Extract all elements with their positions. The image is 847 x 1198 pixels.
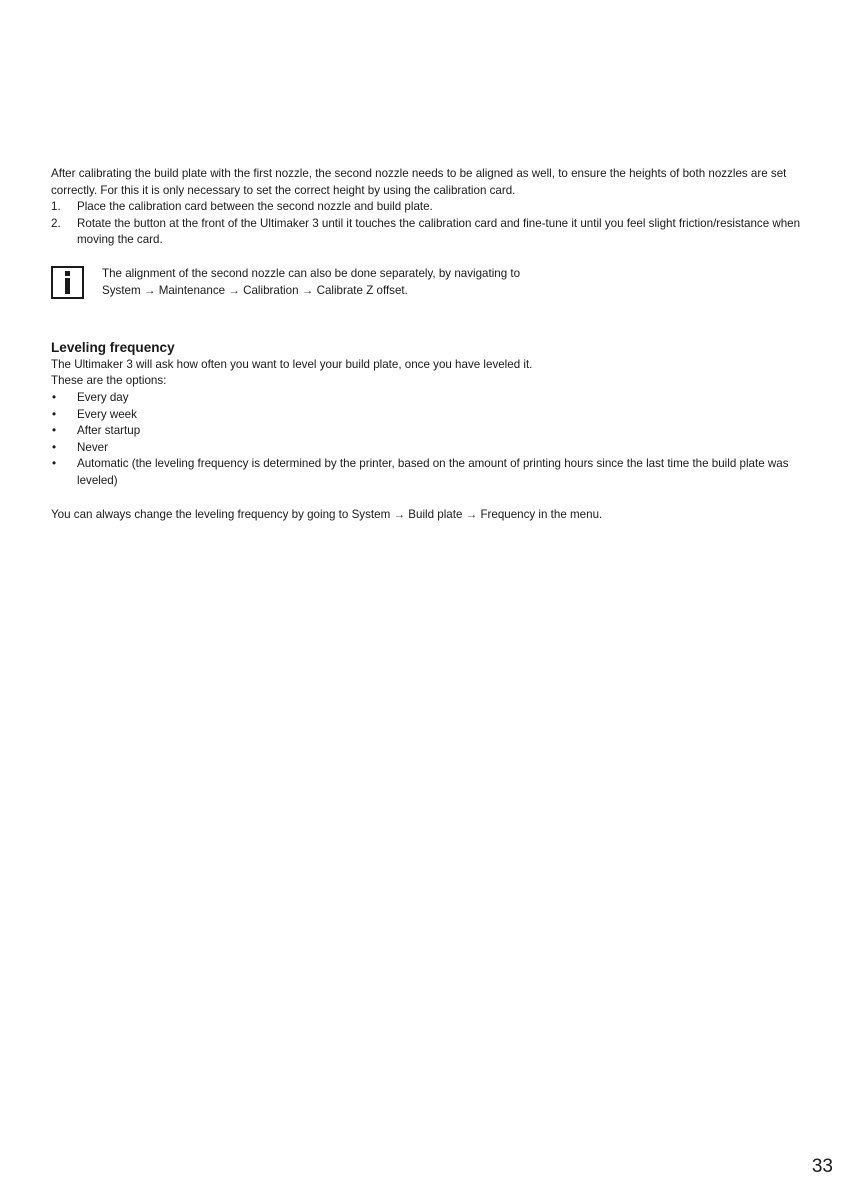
options-intro: These are the options:	[51, 374, 167, 388]
step-item	[51, 199, 801, 216]
leveling-options	[51, 390, 801, 490]
page-content	[51, 166, 801, 523]
note-text	[102, 266, 520, 299]
list-item	[51, 407, 801, 424]
bullet-icon: •	[52, 424, 57, 438]
info-note	[51, 265, 801, 299]
step-number: 1.	[51, 200, 61, 214]
step-number: 2.	[51, 216, 61, 230]
option-text: Automatic (the leveling frequency is determined by the printer, based on the amount of printing hours since the last time the build plate was leveled)	[77, 457, 789, 487]
bullet-icon: •	[52, 407, 57, 421]
list-item	[51, 456, 801, 489]
closing-paragraph: You can always change the leveling frequency by going to System → Build plate → Frequency in the menu.	[51, 507, 603, 521]
option-text: After startup	[77, 424, 141, 438]
step-text: Place the calibration card between the second nozzle and build plate.	[77, 200, 433, 214]
step-text: Rotate the button at the front of the Ultimaker 3 until it touches the calibration card and fine-tune it until you feel slight friction/resistance when moving the card.	[77, 216, 801, 247]
info-icon	[51, 266, 84, 299]
note-menu-path: System → Maintenance → Calibration → Calibrate Z offset.	[102, 283, 408, 297]
list-item	[51, 440, 801, 457]
option-text: Every week	[77, 407, 137, 421]
bullet-icon: •	[52, 457, 57, 471]
bullet-icon: •	[52, 440, 57, 454]
intro-paragraph: After calibrating the build plate with the first nozzle, the second nozzle needs to be aligned as well, to ensure the heights of both nozzles are set correctly. For this it is only necessary to set the correct height by using the calibration card.	[51, 167, 787, 197]
calibration-steps	[51, 199, 801, 249]
step-item	[51, 216, 801, 249]
note-line: The alignment of the second nozzle can also be done separately, by navigating to	[102, 266, 521, 280]
section-heading: Leveling frequency	[51, 340, 175, 356]
list-item	[51, 423, 801, 440]
option-text: Never	[77, 440, 108, 454]
list-item	[51, 390, 801, 407]
leveling-description: The Ultimaker 3 will ask how often you want to level your build plate, once you have leveled it.	[51, 357, 533, 371]
option-text: Every day	[77, 390, 129, 404]
page-number: 33	[811, 1156, 833, 1177]
bullet-icon: •	[52, 390, 57, 404]
